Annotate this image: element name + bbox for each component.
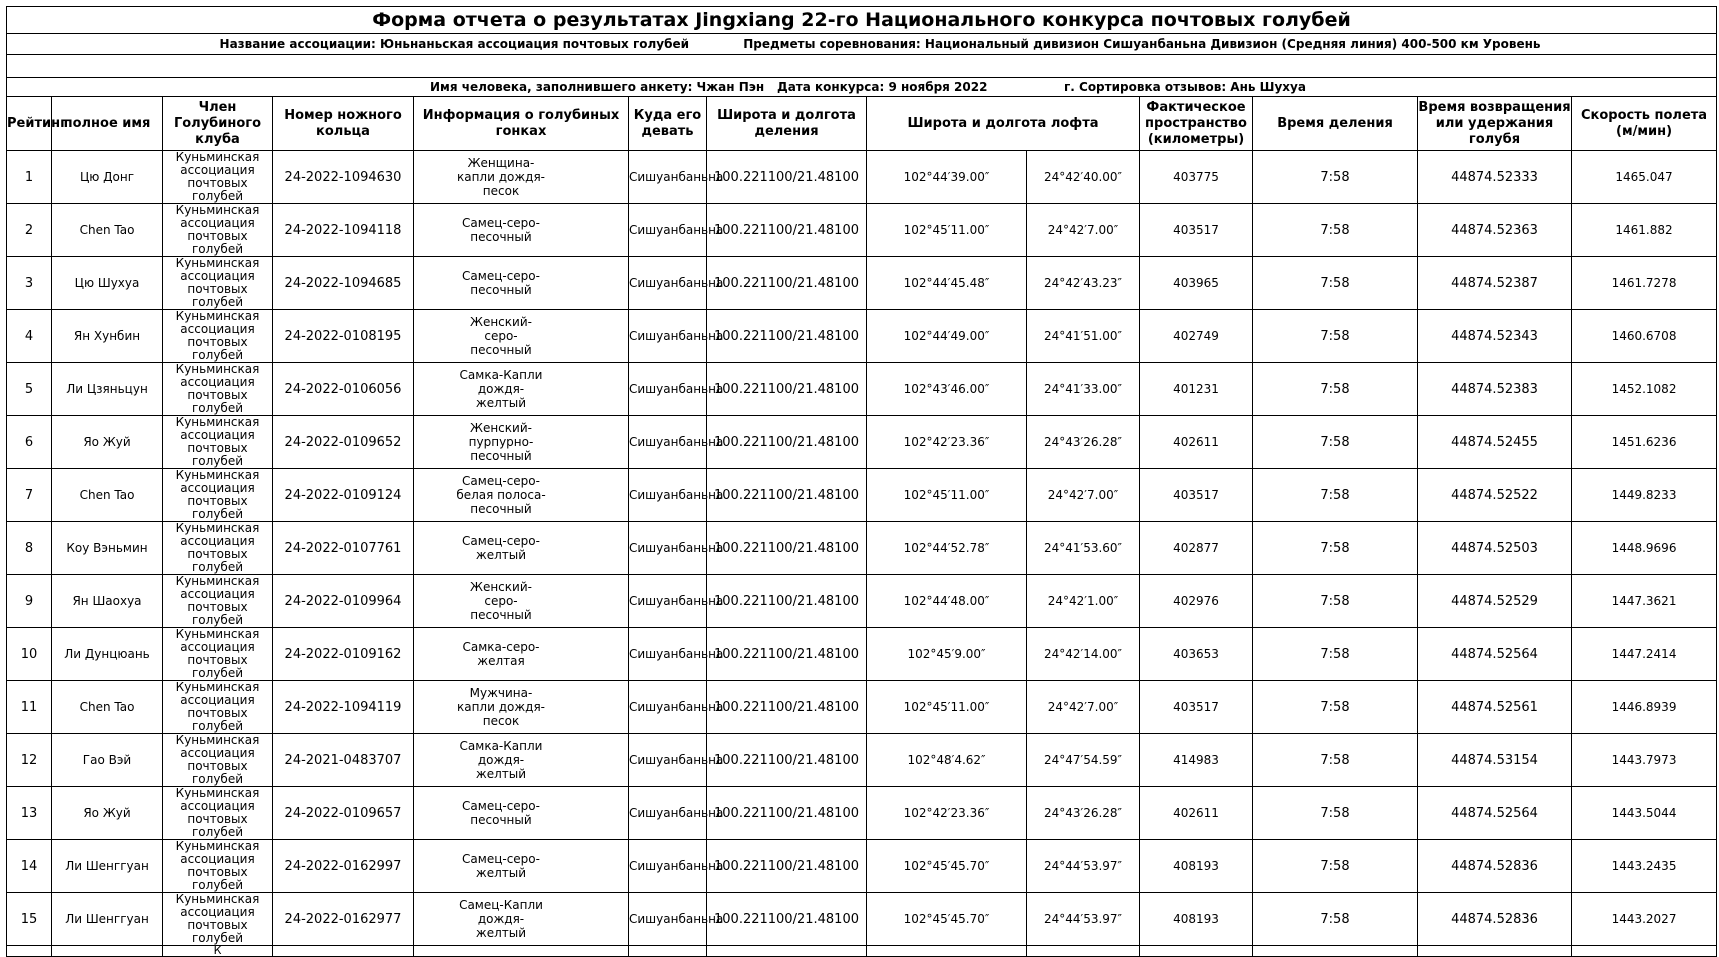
cell-return-time: 44874.52387 bbox=[1418, 257, 1572, 310]
cell-club: Куньминская ассоциация почтовых голубей bbox=[163, 681, 273, 734]
info-text: Самка-Капли дождя-желтый bbox=[459, 368, 543, 410]
cell-distance: 403517 bbox=[1140, 681, 1253, 734]
cell-rank: 15 bbox=[7, 893, 52, 946]
cell-release-coords: 100.221100/21.48100 bbox=[707, 893, 867, 946]
cell-distance: 402611 bbox=[1140, 787, 1253, 840]
cell-ring: 24-2022-0106056 bbox=[273, 363, 414, 416]
cell-release-time: 7:58 bbox=[1253, 734, 1418, 787]
cell-name: Ли Шенггуан bbox=[52, 893, 163, 946]
review-sorter: г. Сортировка отзывов: Ань Шухуа bbox=[1064, 80, 1306, 94]
table-row bbox=[7, 469, 1717, 522]
cell-name: Яо Жуй bbox=[52, 416, 163, 469]
cell-loft-lat: 24°42′40.00″ bbox=[1027, 151, 1140, 204]
cell-where: Сишуанбаньна bbox=[629, 522, 707, 575]
cell-loft-lat: 24°41′53.60″ bbox=[1027, 522, 1140, 575]
cell-loft-lat: 24°42′7.00″ bbox=[1027, 469, 1140, 522]
cell-release-time: 7:58 bbox=[1253, 522, 1418, 575]
cell-distance: 401231 bbox=[1140, 363, 1253, 416]
cell-loft-lon: 102°48′4.62″ bbox=[867, 734, 1027, 787]
association-cell bbox=[7, 34, 1717, 55]
cell-name: Ли Дунцюань bbox=[52, 628, 163, 681]
header-release-coords: Широта и долгота деления bbox=[707, 97, 867, 151]
cell-speed: 1443.5044 bbox=[1572, 787, 1717, 840]
cell-loft-lon: 102°42′23.36″ bbox=[867, 787, 1027, 840]
cell-ring: 24-2022-0107761 bbox=[273, 522, 414, 575]
cell-speed: 1452.1082 bbox=[1572, 363, 1717, 416]
cell-distance: 402749 bbox=[1140, 310, 1253, 363]
cell-loft-lon: 102°45′45.70″ bbox=[867, 893, 1027, 946]
cell-release-time: 7:58 bbox=[1253, 787, 1418, 840]
cell-where: Сишуанбаньна bbox=[629, 575, 707, 628]
cell-distance: 408193 bbox=[1140, 840, 1253, 893]
cell-loft-lat: 24°43′26.28″ bbox=[1027, 787, 1140, 840]
cell-release-time: 7:58 bbox=[1253, 151, 1418, 204]
cell-name: Chen Tao bbox=[52, 469, 163, 522]
association-name: Название ассоциации: Юньнаньская ассоциация почтовых голубей bbox=[219, 37, 690, 51]
cell-name: Гао Вэй bbox=[52, 734, 163, 787]
cell-speed: 1448.9696 bbox=[1572, 522, 1717, 575]
cell-info bbox=[414, 734, 629, 787]
cell-speed: 1449.8233 bbox=[1572, 469, 1717, 522]
contest-date: Дата конкурса: 9 ноября 2022 bbox=[777, 80, 988, 94]
cell-loft-lat: 24°43′26.28″ bbox=[1027, 416, 1140, 469]
table-row bbox=[7, 893, 1717, 946]
cell-rank: 14 bbox=[7, 840, 52, 893]
cell-distance: 403517 bbox=[1140, 204, 1253, 257]
cell-loft-lon: 102°44′39.00″ bbox=[867, 151, 1027, 204]
cell-return-time: 44874.52836 bbox=[1418, 840, 1572, 893]
cell-club: Куньминская ассоциация почтовых голубей bbox=[163, 522, 273, 575]
cell-where: Сишуанбаньна bbox=[629, 310, 707, 363]
cell-where: Сишуанбаньна bbox=[629, 628, 707, 681]
cell-release-time: 7:58 bbox=[1253, 681, 1418, 734]
meta-row bbox=[7, 78, 1717, 97]
cell-loft-lon: 102°45′11.00″ bbox=[867, 204, 1027, 257]
cell-loft-lon: 102°44′49.00″ bbox=[867, 310, 1027, 363]
header-loft-coords: Широта и долгота лофта bbox=[867, 97, 1140, 151]
cell-name: Chen Tao bbox=[52, 681, 163, 734]
cell-club: Куньминская ассоциация почтовых голубей bbox=[163, 575, 273, 628]
cell-club: Куньминская ассоциация почтовых голубей bbox=[163, 257, 273, 310]
header-row bbox=[7, 97, 1717, 151]
header-speed: Скорость полета (м/мин) bbox=[1572, 97, 1717, 151]
table-row bbox=[7, 204, 1717, 257]
competition-subjects: Предметы соревнования: Национальный дивизион Сишуанбаньна Дивизион (Средняя линия) 400-500 км Уровень bbox=[743, 37, 1541, 51]
cell-release-time: 7:58 bbox=[1253, 893, 1418, 946]
cell-club: Куньминская ассоциация почтовых голубей bbox=[163, 416, 273, 469]
table-row bbox=[7, 787, 1717, 840]
cell-name: Ян Хунбин bbox=[52, 310, 163, 363]
table-row bbox=[7, 257, 1717, 310]
cell-name: Chen Tao bbox=[52, 204, 163, 257]
cell-distance: 403653 bbox=[1140, 628, 1253, 681]
cell-name: Цю Донг bbox=[52, 151, 163, 204]
cell-loft-lon: 102°45′11.00″ bbox=[867, 469, 1027, 522]
cell-ring: 24-2022-0109124 bbox=[273, 469, 414, 522]
cell-loft-lat: 24°44′53.97″ bbox=[1027, 893, 1140, 946]
cell-return-time: 44874.52503 bbox=[1418, 522, 1572, 575]
header-rank: Рейтинг bbox=[7, 97, 52, 151]
cell-ring: 24-2022-0109652 bbox=[273, 416, 414, 469]
cell-distance: 408193 bbox=[1140, 893, 1253, 946]
cell-rank: 2 bbox=[7, 204, 52, 257]
cell-loft-lat: 24°42′7.00″ bbox=[1027, 681, 1140, 734]
info-text: Женский-пурпурно-песочный bbox=[468, 421, 534, 463]
cell-where: Сишуанбаньна bbox=[629, 416, 707, 469]
cell-ring: 24-2021-0483707 bbox=[273, 734, 414, 787]
cell-return-time: 44874.53154 bbox=[1418, 734, 1572, 787]
cell-info bbox=[414, 893, 629, 946]
cell-loft-lon: 102°45′45.70″ bbox=[867, 840, 1027, 893]
cell-distance: 402976 bbox=[1140, 575, 1253, 628]
cell-return-time: 44874.52564 bbox=[1418, 628, 1572, 681]
header-distance: Фактическое пространство (километры) bbox=[1140, 97, 1253, 151]
association-row bbox=[7, 34, 1717, 55]
meta-cell bbox=[7, 78, 1717, 97]
cell-speed: 1461.882 bbox=[1572, 204, 1717, 257]
cell-distance: 402611 bbox=[1140, 416, 1253, 469]
cell-where: Сишуанбаньна bbox=[629, 469, 707, 522]
cell-loft-lon: 102°44′48.00″ bbox=[867, 575, 1027, 628]
cell-loft-lon: 102°42′23.36″ bbox=[867, 416, 1027, 469]
info-text: Самец-серо-белая полоса-песочный bbox=[456, 474, 546, 516]
cell-ring: 24-2022-0109657 bbox=[273, 787, 414, 840]
cell-loft-lon: 102°44′45.48″ bbox=[867, 257, 1027, 310]
cell-info bbox=[414, 416, 629, 469]
form-filler: Имя человека, заполнившего анкету: Чжан Пэн bbox=[430, 80, 765, 94]
cell-speed: 1447.3621 bbox=[1572, 575, 1717, 628]
cell-return-time: 44874.52529 bbox=[1418, 575, 1572, 628]
header-name: полное имя bbox=[52, 97, 163, 151]
table-row bbox=[7, 363, 1717, 416]
cell-name: Яо Жуй bbox=[52, 787, 163, 840]
cell-ring: 24-2022-0162977 bbox=[273, 893, 414, 946]
cell-release-coords: 100.221100/21.48100 bbox=[707, 151, 867, 204]
cell-release-time: 7:58 bbox=[1253, 416, 1418, 469]
cell-speed: 1443.7973 bbox=[1572, 734, 1717, 787]
cell-info bbox=[414, 522, 629, 575]
cell-release-coords: 100.221100/21.48100 bbox=[707, 628, 867, 681]
cell-release-coords: 100.221100/21.48100 bbox=[707, 310, 867, 363]
cell-club: Куньминская ассоциация почтовых голубей bbox=[163, 469, 273, 522]
cell-rank: 4 bbox=[7, 310, 52, 363]
cell-ring: 24-2022-1094119 bbox=[273, 681, 414, 734]
cell-name: Цю Шухуа bbox=[52, 257, 163, 310]
cell-loft-lon: 102°45′9.00″ bbox=[867, 628, 1027, 681]
cell-release-coords: 100.221100/21.48100 bbox=[707, 469, 867, 522]
cell-release-time: 7:58 bbox=[1253, 363, 1418, 416]
cell-return-time: 44874.52564 bbox=[1418, 787, 1572, 840]
cell-club: Куньминская ассоциация почтовых голубей bbox=[163, 628, 273, 681]
info-text: Мужчина-капли дождя-песок bbox=[456, 686, 546, 728]
table-row bbox=[7, 575, 1717, 628]
cell-release-coords: 100.221100/21.48100 bbox=[707, 734, 867, 787]
header-ring: Номер ножного кольца bbox=[273, 97, 414, 151]
cell-info bbox=[414, 151, 629, 204]
cell-club: Куньминская ассоциация почтовых голубей bbox=[163, 363, 273, 416]
cell-release-coords: 100.221100/21.48100 bbox=[707, 416, 867, 469]
info-text: Женщина-капли дождя-песок bbox=[456, 156, 546, 198]
cell-rank: 8 bbox=[7, 522, 52, 575]
cell-speed: 1447.2414 bbox=[1572, 628, 1717, 681]
info-text: Самец-Капли дождя-желтый bbox=[459, 898, 543, 940]
cell-distance: 402877 bbox=[1140, 522, 1253, 575]
cell-distance: 403517 bbox=[1140, 469, 1253, 522]
cell-info bbox=[414, 257, 629, 310]
results-table bbox=[6, 6, 1717, 957]
cell-return-time: 44874.52836 bbox=[1418, 893, 1572, 946]
cell-release-coords: 100.221100/21.48100 bbox=[707, 257, 867, 310]
cell-where: Сишуанбаньна bbox=[629, 681, 707, 734]
table-row bbox=[7, 681, 1717, 734]
cell-club: Куньминская ассоциация почтовых голубей bbox=[163, 204, 273, 257]
cell-return-time: 44874.52455 bbox=[1418, 416, 1572, 469]
info-text: Самка-Капли дождя-желтый bbox=[459, 739, 543, 781]
cell-release-time: 7:58 bbox=[1253, 257, 1418, 310]
cell-release-coords: 100.221100/21.48100 bbox=[707, 522, 867, 575]
cell-rank: 6 bbox=[7, 416, 52, 469]
cell-loft-lat: 24°44′53.97″ bbox=[1027, 840, 1140, 893]
report-title: Форма отчета о результатах Jingxiang 22-го Национального конкурса почтовых голубей bbox=[7, 7, 1717, 34]
cell-rank: 9 bbox=[7, 575, 52, 628]
cell-loft-lon: 102°45′11.00″ bbox=[867, 681, 1027, 734]
cell-distance: 403965 bbox=[1140, 257, 1253, 310]
table-row bbox=[7, 840, 1717, 893]
table-row bbox=[7, 628, 1717, 681]
results-body bbox=[7, 151, 1717, 946]
cell-release-coords: 100.221100/21.48100 bbox=[707, 787, 867, 840]
cell-club: Куньминская ассоциация почтовых голубей bbox=[163, 734, 273, 787]
cell-where: Сишуанбаньна bbox=[629, 734, 707, 787]
table-row bbox=[7, 310, 1717, 363]
cell-loft-lat: 24°41′51.00″ bbox=[1027, 310, 1140, 363]
cell-release-time: 7:58 bbox=[1253, 204, 1418, 257]
cell-club: Куньминская ассоциация почтовых голубей bbox=[163, 840, 273, 893]
info-text: Женский-серо-песочный bbox=[470, 315, 532, 357]
cell-release-coords: 100.221100/21.48100 bbox=[707, 363, 867, 416]
cell-name: Коу Вэньмин bbox=[52, 522, 163, 575]
cell-where: Сишуанбаньна bbox=[629, 840, 707, 893]
cell-return-time: 44874.52343 bbox=[1418, 310, 1572, 363]
cell-where: Сишуанбаньна bbox=[629, 893, 707, 946]
cell-distance: 414983 bbox=[1140, 734, 1253, 787]
cell-club: Куньминская ассоциация почтовых голубей bbox=[163, 310, 273, 363]
cell-name: Ли Цзяньцун bbox=[52, 363, 163, 416]
cell-ring: 24-2022-0162997 bbox=[273, 840, 414, 893]
cell-release-time: 7:58 bbox=[1253, 575, 1418, 628]
cell-release-time: 7:58 bbox=[1253, 840, 1418, 893]
cell-club-partial: К bbox=[163, 946, 273, 957]
info-text: Самец-серо-песочный bbox=[462, 269, 540, 297]
cell-loft-lat: 24°42′14.00″ bbox=[1027, 628, 1140, 681]
cell-speed: 1461.7278 bbox=[1572, 257, 1717, 310]
cell-where: Сишуанбаньна bbox=[629, 151, 707, 204]
table-row bbox=[7, 151, 1717, 204]
cell-rank: 10 bbox=[7, 628, 52, 681]
cell-info bbox=[414, 840, 629, 893]
table-row bbox=[7, 734, 1717, 787]
cell-speed: 1443.2435 bbox=[1572, 840, 1717, 893]
info-text: Самец-серо-песочный bbox=[462, 799, 540, 827]
info-text: Самка-серо-желтая bbox=[462, 640, 540, 668]
cell-info bbox=[414, 204, 629, 257]
header-where: Куда его девать bbox=[629, 97, 707, 151]
cell-release-coords: 100.221100/21.48100 bbox=[707, 840, 867, 893]
cell-where: Сишуанбаньна bbox=[629, 257, 707, 310]
header-info: Информация о голубиных гонках bbox=[414, 97, 629, 151]
cell-release-time: 7:58 bbox=[1253, 310, 1418, 363]
cell-speed: 1451.6236 bbox=[1572, 416, 1717, 469]
blank-row bbox=[7, 55, 1717, 78]
cell-where: Сишуанбаньна bbox=[629, 787, 707, 840]
cell-speed: 1460.6708 bbox=[1572, 310, 1717, 363]
cell-where: Сишуанбаньна bbox=[629, 204, 707, 257]
cell-info bbox=[414, 575, 629, 628]
cell-loft-lat: 24°41′33.00″ bbox=[1027, 363, 1140, 416]
cell-loft-lat: 24°47′54.59″ bbox=[1027, 734, 1140, 787]
cell-ring: 24-2022-0109964 bbox=[273, 575, 414, 628]
cell-loft-lon: 102°44′52.78″ bbox=[867, 522, 1027, 575]
cell-loft-lat: 24°42′7.00″ bbox=[1027, 204, 1140, 257]
cell-release-coords: 100.221100/21.48100 bbox=[707, 575, 867, 628]
cell-loft-lat: 24°42′43.23″ bbox=[1027, 257, 1140, 310]
cell-release-coords: 100.221100/21.48100 bbox=[707, 681, 867, 734]
header-release-time: Время деления bbox=[1253, 97, 1418, 151]
cell-info bbox=[414, 310, 629, 363]
cell-club: Куньминская ассоциация почтовых голубей bbox=[163, 893, 273, 946]
title-row bbox=[7, 7, 1717, 34]
cell-club: Куньминская ассоциация почтовых голубей bbox=[163, 787, 273, 840]
cell-ring: 24-2022-1094685 bbox=[273, 257, 414, 310]
blank-cell bbox=[7, 55, 1717, 78]
info-text: Самец-серо-желтый bbox=[462, 534, 540, 562]
info-text: Самец-серо-желтый bbox=[462, 852, 540, 880]
cell-return-time: 44874.52522 bbox=[1418, 469, 1572, 522]
cell-ring: 24-2022-0108195 bbox=[273, 310, 414, 363]
cell-rank: 7 bbox=[7, 469, 52, 522]
cell-release-time: 7:58 bbox=[1253, 628, 1418, 681]
info-text: Самец-серо-песочный bbox=[462, 216, 540, 244]
cell-club: Куньминская ассоциация почтовых голубей bbox=[163, 151, 273, 204]
cell-ring: 24-2022-1094630 bbox=[273, 151, 414, 204]
cell-info bbox=[414, 787, 629, 840]
cell-rank: 1 bbox=[7, 151, 52, 204]
cell-distance: 403775 bbox=[1140, 151, 1253, 204]
cell-rank: 11 bbox=[7, 681, 52, 734]
cell-info bbox=[414, 363, 629, 416]
cell-return-time: 44874.52333 bbox=[1418, 151, 1572, 204]
cell-return-time: 44874.52363 bbox=[1418, 204, 1572, 257]
info-text: Женский-серо-песочный bbox=[470, 580, 532, 622]
cell-name: Ян Шаохуа bbox=[52, 575, 163, 628]
cell-rank: 13 bbox=[7, 787, 52, 840]
cell-speed: 1446.8939 bbox=[1572, 681, 1717, 734]
table-row bbox=[7, 416, 1717, 469]
cell-info bbox=[414, 681, 629, 734]
header-return-time: Время возвращения или удержания голубя bbox=[1418, 97, 1572, 151]
table-row-partial bbox=[7, 946, 1717, 957]
cell-ring: 24-2022-0109162 bbox=[273, 628, 414, 681]
header-club: Член Голубиного клуба bbox=[163, 97, 273, 151]
cell-loft-lat: 24°42′1.00″ bbox=[1027, 575, 1140, 628]
cell-speed: 1465.047 bbox=[1572, 151, 1717, 204]
cell-release-time: 7:58 bbox=[1253, 469, 1418, 522]
cell-info bbox=[414, 469, 629, 522]
cell-rank: 3 bbox=[7, 257, 52, 310]
cell-speed: 1443.2027 bbox=[1572, 893, 1717, 946]
cell-name: Ли Шенггуан bbox=[52, 840, 163, 893]
cell-return-time: 44874.52383 bbox=[1418, 363, 1572, 416]
cell-where: Сишуанбаньна bbox=[629, 363, 707, 416]
cell-return-time: 44874.52561 bbox=[1418, 681, 1572, 734]
cell-rank: 5 bbox=[7, 363, 52, 416]
cell-rank: 12 bbox=[7, 734, 52, 787]
cell-ring: 24-2022-1094118 bbox=[273, 204, 414, 257]
cell-release-coords: 100.221100/21.48100 bbox=[707, 204, 867, 257]
cell-loft-lon: 102°43′46.00″ bbox=[867, 363, 1027, 416]
table-row bbox=[7, 522, 1717, 575]
cell-info bbox=[414, 628, 629, 681]
